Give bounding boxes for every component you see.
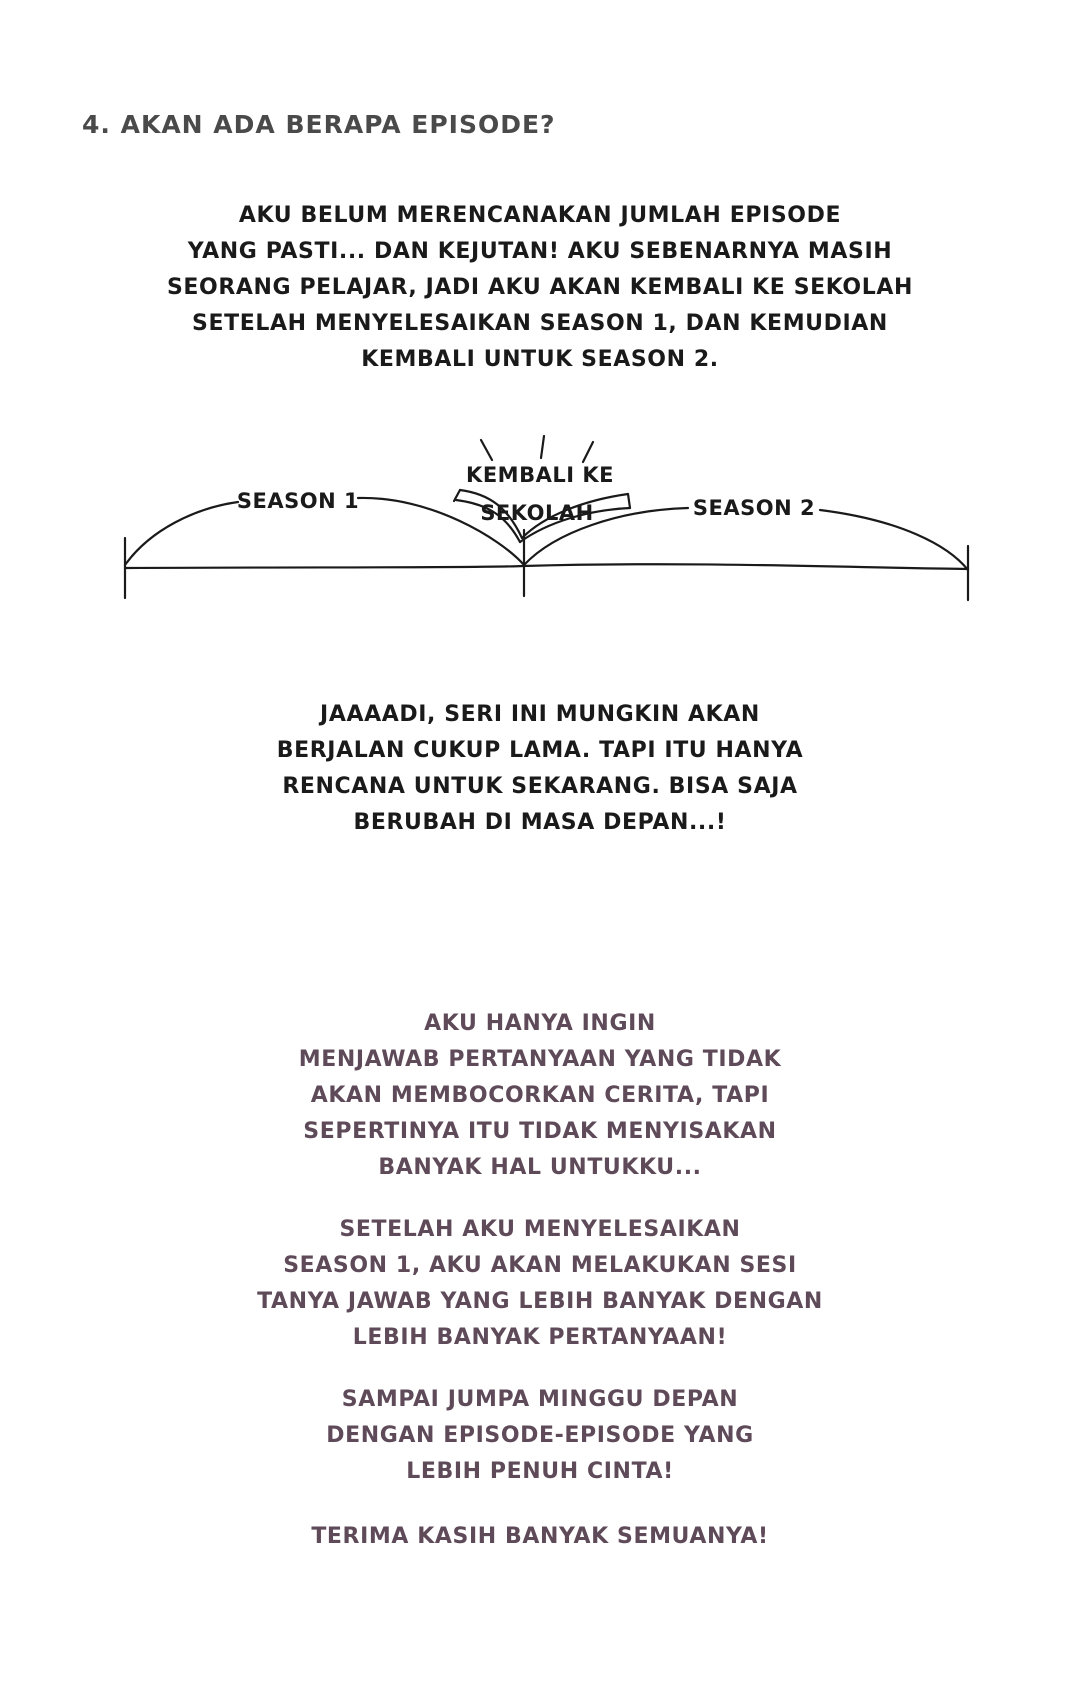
closing-line: TANYA JAWAB YANG LEBIH BANYAK DENGAN	[257, 1289, 823, 1314]
book-label-line1: KEMBALI KE	[466, 463, 614, 487]
closing-line: BANYAK HAL UNTUKKU...	[378, 1155, 702, 1180]
closing-line: MENJAWAB PERTANYAAN YANG TIDAK	[298, 1047, 782, 1072]
intro-line: KEMBALI UNTUK SEASON 2.	[361, 347, 719, 372]
season2-arc-right	[820, 510, 968, 570]
intro-line: YANG PASTI... DAN KEJUTAN! AKU SEBENARNYA MASIH	[187, 239, 893, 264]
section-heading: 4. AKAN ADA BERAPA EPISODE?	[82, 110, 556, 139]
sparkle-stroke	[541, 436, 544, 458]
intro-line: AKU BELUM MERENCANAKAN JUMLAH EPISODE	[238, 203, 842, 228]
closing-paragraph-1	[0, 1006, 1080, 1186]
closing-line: SEPERTINYA ITU TIDAK MENYISAKAN	[303, 1119, 777, 1144]
book-edge	[628, 494, 630, 508]
sparkle-stroke	[583, 442, 593, 462]
middle-line: JAAAADI, SERI INI MUNGKIN AKAN	[320, 702, 760, 727]
closing-paragraph-3	[0, 1382, 1080, 1490]
sparkle-stroke	[481, 440, 492, 460]
middle-paragraph	[0, 697, 1080, 841]
season2-label: SEASON 2	[692, 496, 816, 520]
season1-label: SEASON 1	[236, 489, 360, 513]
closing-line: DENGAN EPISODE-EPISODE YANG	[326, 1423, 754, 1448]
closing-line: LEBIH BANYAK PERTANYAAN!	[352, 1325, 728, 1350]
closing-paragraph-4	[0, 1519, 1080, 1555]
closing-line: TERIMA KASIH BANYAK SEMUANYA!	[311, 1524, 769, 1549]
timeline-axis	[125, 564, 968, 569]
closing-paragraph-2	[0, 1212, 1080, 1356]
middle-line: RENCANA UNTUK SEKARANG. BISA SAJA	[282, 774, 798, 799]
middle-line: BERJALAN CUKUP LAMA. TAPI ITU HANYA	[276, 738, 804, 763]
closing-line: SEASON 1, AKU AKAN MELAKUKAN SESI	[283, 1253, 797, 1278]
closing-line: AKU HANYA INGIN	[424, 1011, 656, 1036]
season1-arc-left	[125, 502, 238, 565]
middle-line: BERUBAH DI MASA DEPAN...!	[353, 810, 727, 835]
closing-line: SETELAH AKU MENYELESAIKAN	[339, 1217, 741, 1242]
closing-line: SAMPAI JUMPA MINGGU DEPAN	[341, 1387, 739, 1412]
intro-line: SETELAH MENYELESAIKAN SEASON 1, DAN KEMUDIAN	[192, 311, 888, 336]
book-label-line2: SEKOLAH	[480, 501, 594, 525]
closing-line: AKAN MEMBOCORKAN CERITA, TAPI	[310, 1083, 770, 1108]
intro-line: SEORANG PELAJAR, JADI AKU AKAN KEMBALI KE SEKOLAH	[166, 275, 913, 300]
closing-line: LEBIH PENUH CINTA!	[406, 1459, 674, 1484]
intro-paragraph	[0, 198, 1080, 378]
season-timeline-diagram	[0, 420, 1080, 660]
